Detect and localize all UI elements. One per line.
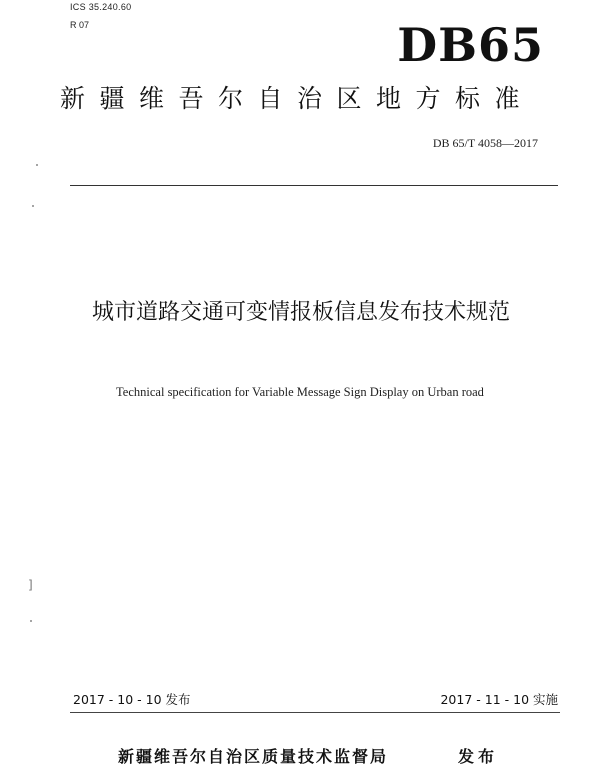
issue-label: 发布 (458, 747, 499, 766)
standard-type: 新疆维吾尔自治区地方标准 (60, 84, 535, 113)
implementation-date: 2017 - 11 - 10 实施 (440, 692, 558, 707)
document-title-chinese: 城市道路交通可变情报板信息发布技术规范 (91, 300, 510, 325)
scan-speck (36, 164, 38, 166)
scan-speck (32, 205, 34, 207)
footer-divider (70, 712, 560, 713)
header-divider (70, 185, 558, 186)
issuing-authority: 新疆维吾尔自治区质量技术监督局 (118, 747, 389, 766)
ics-code: ICS 35.240.60 (70, 2, 132, 12)
ccs-code: R 07 (70, 20, 90, 30)
document-title-english: Technical specification for Variable Message Sign Display on Urban road (116, 385, 484, 399)
standard-number: DB 65/T 4058—2017 (432, 136, 538, 150)
issue-date: 2017 - 10 - 10 发布 (73, 692, 191, 707)
db-logo: DB65 (397, 18, 544, 72)
scan-speck (30, 620, 32, 622)
scan-bracket-mark: ] (28, 578, 33, 592)
